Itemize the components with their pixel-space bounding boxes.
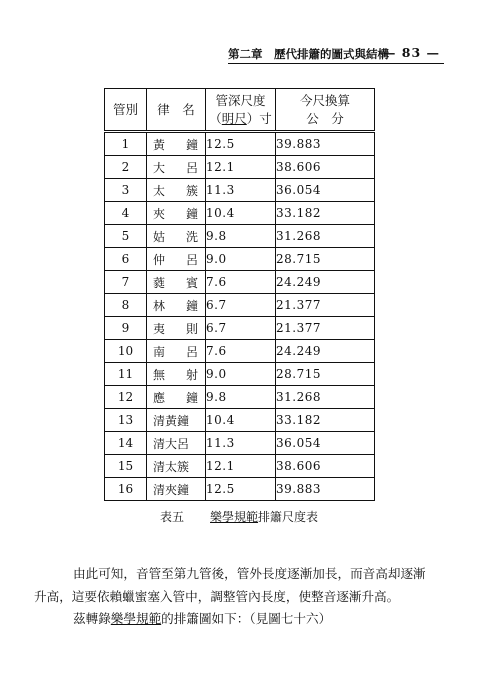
caption-label: 表五	[160, 510, 185, 524]
pitch-name-part: 太	[153, 183, 166, 198]
cm-cell: 33.182	[276, 202, 375, 225]
table-row	[105, 432, 375, 455]
pitch-name-part: 賓	[185, 275, 198, 290]
pitch-name-part: 鐘	[185, 206, 198, 221]
pitch-name-cell	[147, 156, 206, 179]
pitch-name-cell	[147, 455, 206, 478]
pipe-number-cell: 3	[105, 179, 147, 202]
depth-cell: 12.5	[206, 478, 276, 501]
pipe-number-cell: 8	[105, 294, 147, 317]
cm-cell: 28.715	[276, 248, 375, 271]
pipe-number-cell: 11	[105, 363, 147, 386]
pipe-number-cell: 4	[105, 202, 147, 225]
pitch-name-cell	[147, 386, 206, 409]
depth-cell: 9.0	[206, 248, 276, 271]
depth-cell: 7.6	[206, 340, 276, 363]
pipe-number-cell: 13	[105, 409, 147, 432]
table-row	[105, 317, 375, 340]
pitch-name-cell	[147, 132, 206, 156]
cm-cell: 33.182	[276, 409, 375, 432]
depth-cell: 10.4	[206, 202, 276, 225]
pitch-name-part: 呂	[185, 160, 198, 175]
pitch-name-cell	[147, 432, 206, 455]
pitch-name-part: 鐘	[185, 298, 198, 313]
pitch-name-part: 清黃鐘	[153, 413, 190, 428]
pitch-name-part: 蕤	[153, 275, 166, 290]
table-header-row	[105, 89, 375, 132]
pitch-name-part: 鐘	[185, 137, 198, 152]
cm-cell: 36.054	[276, 179, 375, 202]
table-row	[105, 248, 375, 271]
pitch-name-part: 夷	[153, 321, 166, 336]
table-row	[105, 156, 375, 179]
pitch-name-cell	[147, 478, 206, 501]
pitch-name-cell	[147, 248, 206, 271]
paragraph-line-3: 茲轉錄樂學規範的排簫圖如下：（見圖七十六）	[73, 611, 332, 626]
table-row	[105, 271, 375, 294]
pitch-name-part: 姑	[153, 229, 166, 244]
table-row	[105, 455, 375, 478]
depth-cell: 12.5	[206, 132, 276, 156]
table-row	[105, 478, 375, 501]
depth-cell: 7.6	[206, 271, 276, 294]
pitch-name-part: 射	[185, 367, 198, 382]
cm-cell: 38.606	[276, 455, 375, 478]
pitch-name-cell	[147, 271, 206, 294]
pitch-name-part: 則	[185, 321, 198, 336]
running-header	[228, 44, 444, 62]
caption-title-underlined: 樂學規範	[210, 510, 259, 524]
cm-cell: 38.606	[276, 156, 375, 179]
table-row	[105, 179, 375, 202]
pitch-name-part: 大	[153, 160, 166, 175]
table-body	[105, 132, 375, 501]
pitch-name-cell	[147, 202, 206, 225]
table-row	[105, 202, 375, 225]
pipe-number-cell: 9	[105, 317, 147, 340]
page-number: — 83 —	[382, 45, 440, 60]
table-row	[105, 409, 375, 432]
header-pitch-name: 律 名	[147, 89, 206, 132]
pitch-name-part: 林	[153, 298, 166, 313]
chapter-title: 第二章 歷代排簫的圖式與結構	[228, 47, 389, 61]
pipe-number-cell: 5	[105, 225, 147, 248]
pitch-name-cell	[147, 179, 206, 202]
pitch-name-cell	[147, 409, 206, 432]
depth-cell: 11.3	[206, 432, 276, 455]
depth-cell: 9.8	[206, 386, 276, 409]
header-modern-cm: 今尺換算 公 分	[276, 89, 375, 132]
pitch-name-part: 呂	[185, 344, 198, 359]
pitch-name-part: 黃	[153, 137, 166, 152]
depth-cell: 12.1	[206, 455, 276, 478]
table-row	[105, 363, 375, 386]
pipe-number-cell: 1	[105, 132, 147, 156]
pitch-name-part: 洗	[185, 229, 198, 244]
header-pipe-number: 管別	[105, 89, 147, 132]
depth-cell: 12.1	[206, 156, 276, 179]
pitch-name-part: 鐘	[185, 390, 198, 405]
pitch-name-part: 夾	[153, 206, 166, 221]
table-row	[105, 386, 375, 409]
depth-cell: 6.7	[206, 317, 276, 340]
pipe-number-cell: 6	[105, 248, 147, 271]
cm-cell: 21.377	[276, 317, 375, 340]
pitch-name-part: 清太簇	[153, 459, 190, 474]
pitch-name-part: 清夾鐘	[153, 482, 190, 497]
pitch-name-part: 簇	[185, 183, 198, 198]
cm-cell: 21.377	[276, 294, 375, 317]
depth-cell: 9.8	[206, 225, 276, 248]
cm-cell: 24.249	[276, 271, 375, 294]
depth-cell: 9.0	[206, 363, 276, 386]
pipe-number-cell: 12	[105, 386, 147, 409]
paragraph-line-2: 升高，這要依賴蠟蜜塞入管中，調整管內長度，使整音逐漸升高。	[34, 589, 400, 604]
cm-cell: 31.268	[276, 386, 375, 409]
header-depth: 管深尺度 （明尺）寸	[206, 89, 276, 132]
depth-cell: 11.3	[206, 179, 276, 202]
pipe-number-cell: 2	[105, 156, 147, 179]
pitch-name-part: 清大呂	[153, 436, 190, 451]
caption-title: 排簫尺度表	[258, 510, 319, 524]
header-rule	[228, 63, 444, 64]
cm-cell: 39.883	[276, 478, 375, 501]
pipe-number-cell: 10	[105, 340, 147, 363]
table-row	[105, 340, 375, 363]
pitch-name-part: 南	[153, 344, 166, 359]
pipe-number-cell: 7	[105, 271, 147, 294]
pitch-name-part: 應	[153, 390, 166, 405]
table-row	[105, 225, 375, 248]
pitch-name-cell	[147, 340, 206, 363]
pitch-name-cell	[147, 317, 206, 340]
table-row	[105, 132, 375, 156]
pitch-name-cell	[147, 363, 206, 386]
pitch-name-part: 無	[153, 367, 166, 382]
pitch-name-part: 呂	[185, 252, 198, 267]
pipe-number-cell: 14	[105, 432, 147, 455]
depth-cell: 6.7	[206, 294, 276, 317]
pipe-measurement-table	[104, 88, 375, 501]
depth-cell: 10.4	[206, 409, 276, 432]
pitch-name-part: 仲	[153, 252, 166, 267]
paragraph-line-1: 由此可知，音管至第九管後，管外長度逐漸加長，而音高却逐漸	[73, 566, 426, 581]
pipe-number-cell: 16	[105, 478, 147, 501]
cm-cell: 36.054	[276, 432, 375, 455]
cm-cell: 28.715	[276, 363, 375, 386]
table-caption	[160, 508, 318, 525]
cm-cell: 39.883	[276, 132, 375, 156]
table-row	[105, 294, 375, 317]
pitch-name-cell	[147, 294, 206, 317]
cm-cell: 31.268	[276, 225, 375, 248]
pitch-name-cell	[147, 225, 206, 248]
cm-cell: 24.249	[276, 340, 375, 363]
pipe-number-cell: 15	[105, 455, 147, 478]
